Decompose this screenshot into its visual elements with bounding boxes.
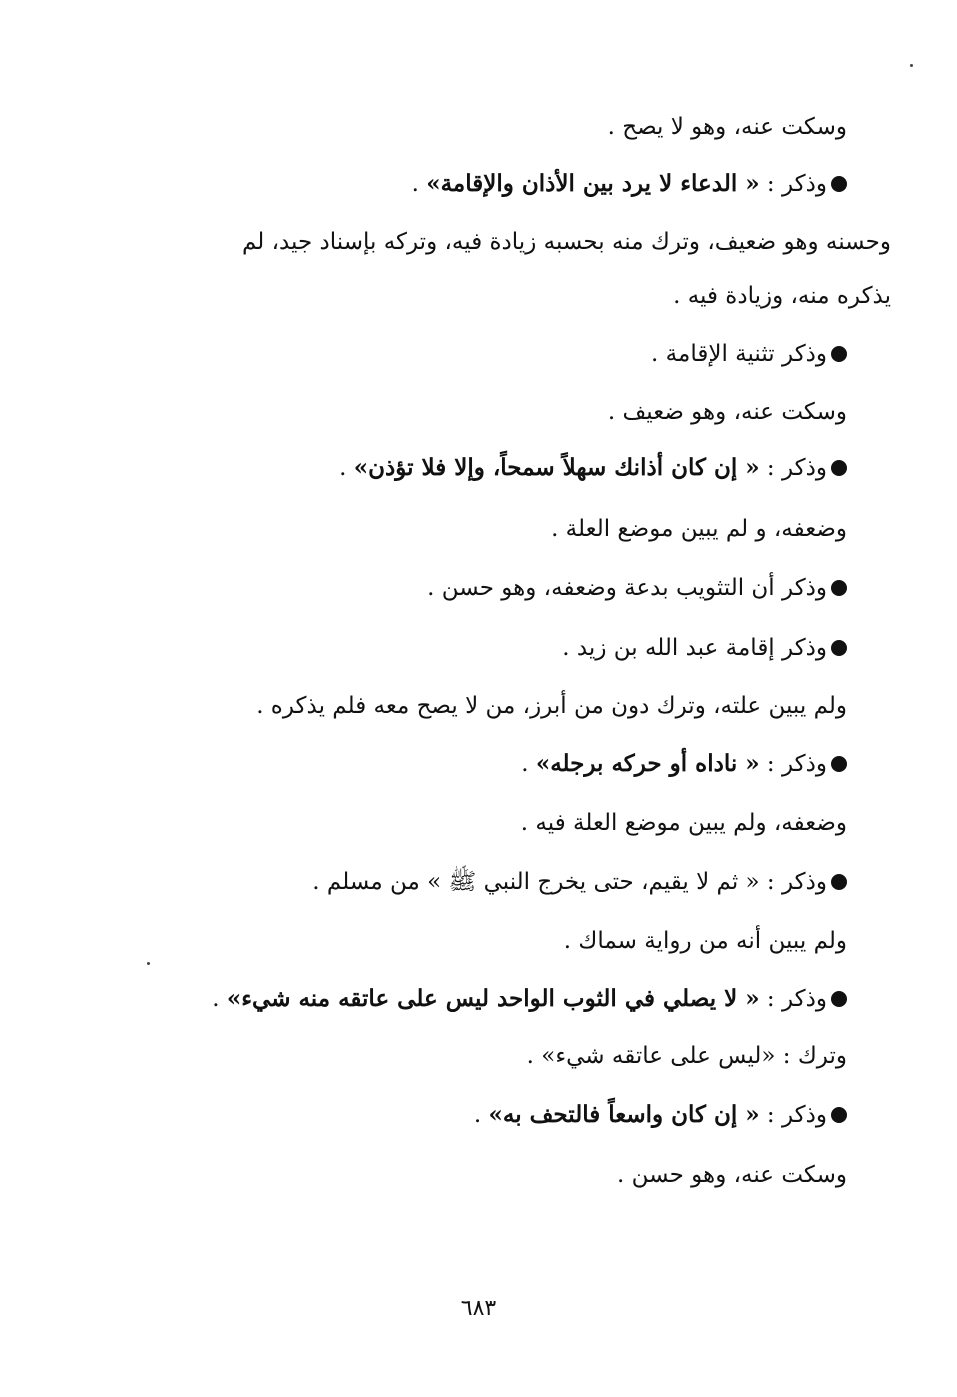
text-line (673, 279, 891, 313)
bullet-line (562, 631, 847, 665)
line-lead: وذكر : (759, 1102, 827, 1128)
bullet-dot-icon (831, 176, 847, 192)
bullet-line (339, 451, 847, 485)
line-lead: وذكر أن التثويب بدعة وضعفه، وهو حسن . (427, 575, 827, 601)
hadith-quote: « إن كان أذانك سهلاً سمحاً، وإلا فلا تؤذن» (353, 454, 760, 481)
bullet-dot-icon (831, 991, 847, 1007)
line-text: وضعفه، و لم يبين موضع العلة . (551, 516, 847, 542)
bullet-line (412, 167, 847, 201)
text-line (242, 225, 891, 259)
text-line (256, 689, 847, 723)
text-line (564, 924, 847, 958)
line-trail: . (339, 455, 354, 481)
hadith-quote: « الدعاء لا يرد بين الأذان والإقامة» (426, 170, 760, 197)
line-lead: وذكر : « ثم لا يقيم، حتى يخرج النبي ﷺ » من مسلم . (312, 869, 827, 895)
line-text: ولم يبين أنه من رواية سماك . (563, 928, 847, 954)
line-text: وترك : «ليس على عاتقه شيء» . (526, 1043, 847, 1069)
bullet-dot-icon (831, 580, 847, 596)
line-trail: . (473, 1102, 489, 1128)
bullet-dot-icon (831, 756, 847, 772)
line-text: وضعفه، ولم يبين موضع العلة فيه . (520, 810, 847, 836)
line-lead: وذكر : (759, 455, 827, 481)
line-trail: . (411, 171, 427, 197)
text-line (521, 806, 847, 840)
bullet-dot-icon (831, 640, 847, 656)
bullet-line (312, 865, 847, 899)
bullet-line (474, 1098, 847, 1132)
text-line (551, 512, 847, 546)
line-trail: . (521, 751, 536, 777)
bullet-line (521, 747, 847, 781)
bullet-dot-icon (831, 1107, 847, 1123)
line-text: يذكره منه، وزيادة فيه . (673, 283, 891, 309)
line-lead: وذكر تثنية الإقامة . (651, 341, 827, 367)
line-text: وسكت عنه، وهو ضعيف . (607, 399, 847, 425)
bullet-dot-icon (831, 346, 847, 362)
hadith-quote: « ناداه أو حركه برجله» (535, 750, 760, 777)
scan-speck (910, 64, 913, 67)
bullet-line (427, 571, 847, 605)
bullet-line (651, 337, 847, 371)
bullet-dot-icon (831, 874, 847, 890)
line-lead: وذكر : (759, 986, 827, 1012)
text-line (608, 110, 847, 144)
hadith-quote: « لا يصلي في الثوب الواحد ليس على عاتقه منه شيء» (226, 985, 760, 1012)
bullet-dot-icon (831, 460, 847, 476)
line-trail: . (212, 986, 227, 1012)
line-lead: وذكر : (759, 171, 827, 197)
line-text: وسكت عنه، وهو حسن . (617, 1162, 847, 1188)
line-text: وحسنه وهو ضعيف، وترك منه بحسبه زيادة فيه، وتركه بإسناد جيد، لم (241, 229, 891, 255)
scan-speck (147, 962, 150, 965)
text-line (617, 1158, 847, 1192)
line-text: ولم يبين علته، وترك دون من أبرز، من لا يصح معه فلم يذكره . (256, 693, 847, 719)
hadith-quote: « إن كان واسعاً فالتحف به» (488, 1101, 760, 1128)
bullet-line (212, 982, 847, 1016)
page-number: ٦٨٣ (460, 1296, 497, 1321)
line-lead: وذكر : (759, 751, 827, 777)
line-text: وسكت عنه، وهو لا يصح . (607, 114, 847, 140)
text-line (527, 1039, 847, 1073)
line-lead: وذكر إقامة عبد الله بن زيد . (562, 635, 827, 661)
text-line (608, 395, 847, 429)
